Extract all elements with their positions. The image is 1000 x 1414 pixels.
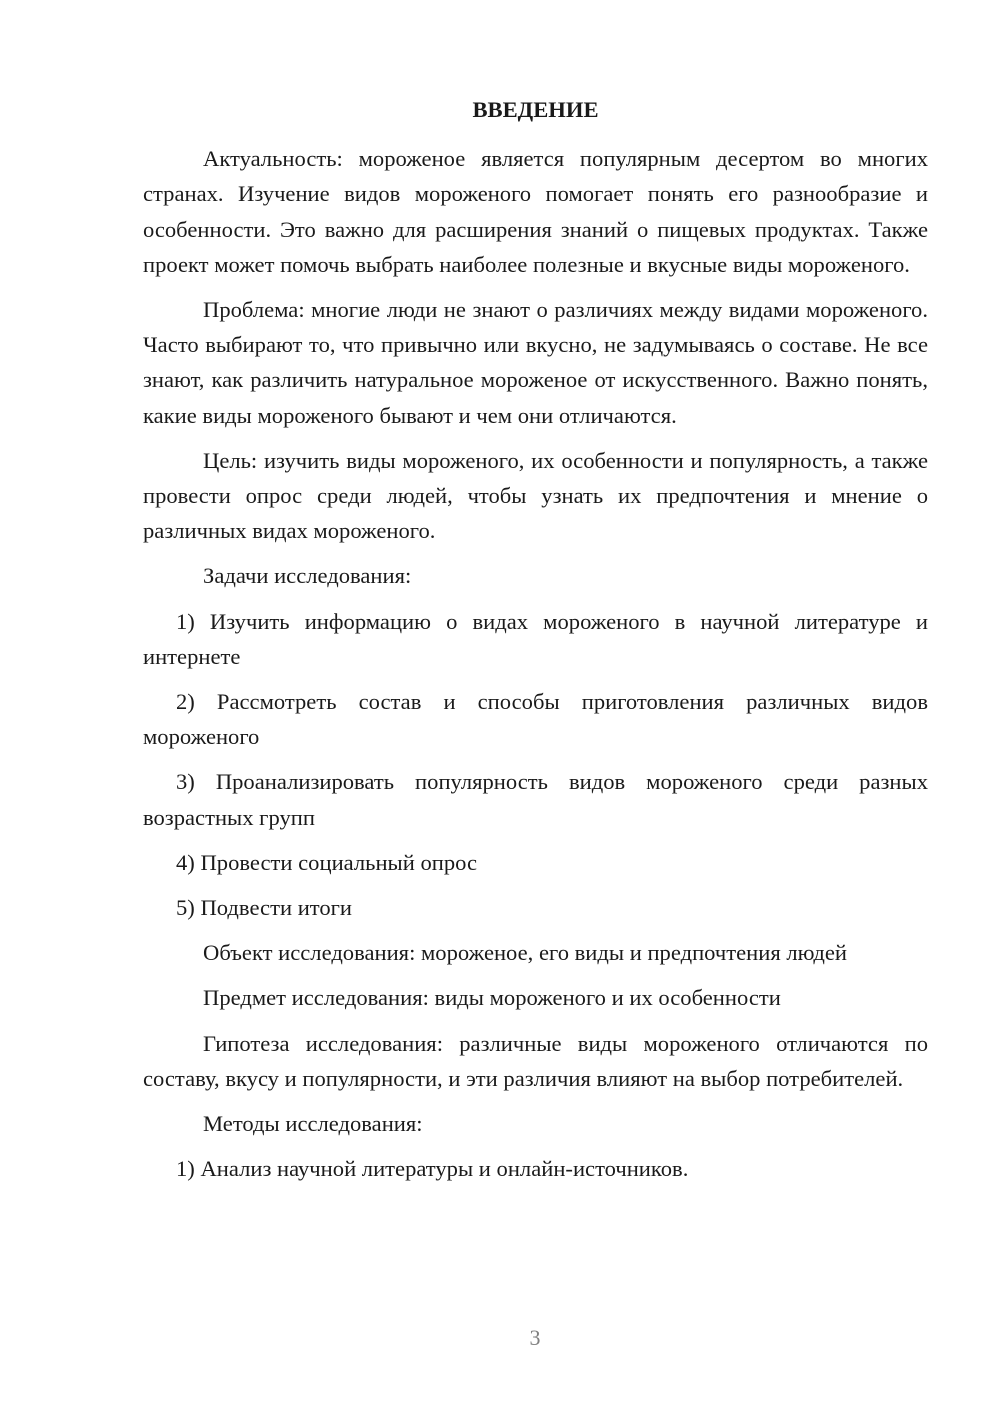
section-heading: ВВЕДЕНИЕ <box>472 97 599 122</box>
list-item: 1) Анализ научной литературы и онлайн-источников. <box>176 1156 689 1182</box>
list-item: 3) Проанализировать популярность видов мороженого среди разных возрастных групп <box>143 769 928 830</box>
list-item: 5) Подвести итоги <box>176 895 353 921</box>
paragraph-problem: Проблема: многие люди не знают о различиях между видами мороженого. Часто выбирают то, что привычно или вкусно, не задумываясь о составе. Не все знают, как различить натуральное мороженое от искусственного. Важно понять, какие виды мороженого бывают и чем они отличаются. <box>143 297 928 428</box>
research-object: Объект исследования: мороженое, его виды и предпочтения людей <box>203 940 847 966</box>
research-hypothesis: Гипотеза исследования: различные виды мороженого отличаются по составу, вкусу и популярности, и эти различия влияют на выбор потребителей. <box>143 1030 928 1091</box>
methods-title: Методы исследования: <box>203 1111 423 1137</box>
list-item: 4) Провести социальный опрос <box>176 849 478 875</box>
paragraph-goal: Цель: изучить виды мороженого, их особенности и популярность, а также провести опрос среди людей, чтобы узнать их предпочтения и мнение о различных видах мороженого. <box>143 447 928 544</box>
tasks-title: Задачи исследования: <box>203 563 412 589</box>
tasks-list <box>143 604 928 926</box>
list-item: 1) Изучить информацию о видах мороженого в научной литературе и интернете <box>143 608 928 669</box>
paragraph-relevance: Актуальность: мороженое является популярным десертом во многих странах. Изучение видов мороженого помогает понять его разнообразие и особенности. Это важно для расширения знаний о пищевых продуктах. Также проект может помочь выбрать наиболее полезные и вкусные виды мороженого. <box>143 146 928 277</box>
research-subject: Предмет исследования: виды мороженого и их особенности <box>203 985 781 1011</box>
list-item: 2) Рассмотреть состав и способы приготовления различных видов мороженого <box>143 689 928 750</box>
document-page <box>143 92 928 1186</box>
page-number: 3 <box>529 1325 541 1350</box>
methods-list <box>143 1151 928 1186</box>
